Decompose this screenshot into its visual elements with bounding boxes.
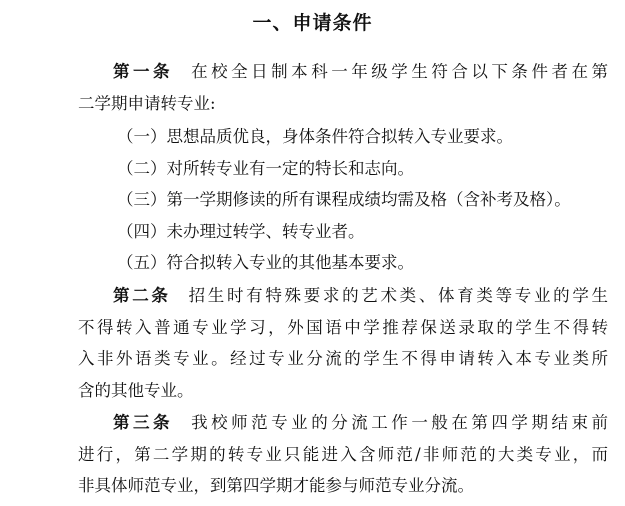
article-2-label: 第二条 xyxy=(113,286,171,305)
article-1-item-2: （二）对所转专业有一定的特长和志向。 xyxy=(117,159,414,178)
article-2-text-line-2: 不得转入普通专业学习，外国语中学推荐保送录取的学生不得转 xyxy=(78,318,608,337)
article-2-text-line-1: 招生时有特殊要求的艺术类、体育类等专业的学生 xyxy=(188,286,608,305)
article-3-first-line xyxy=(113,411,608,435)
article-1-text-line-1: 在校全日制本科一年级学生符合以下条件者在第 xyxy=(191,62,608,81)
article-1-first-line xyxy=(113,60,608,84)
article-3-text-line-1: 我校师范专业的分流工作一般在第四学期结束前 xyxy=(191,413,608,432)
article-3-text-line-3: 非具体师范专业，到第四学期才能参与师范专业分流。 xyxy=(78,476,474,495)
article-1-label: 第一条 xyxy=(113,62,174,81)
article-1-item-1: （一）思想品质优良，身体条件符合拟转入专业要求。 xyxy=(117,127,513,146)
article-1-item-3: （三）第一学期修读的所有课程成绩均需及格（含补考及格）。 xyxy=(117,190,571,209)
article-2-first-line xyxy=(113,284,608,308)
article-3-text-line-2: 进行，第二学期的转专业只能进入含师范/非师范的大类专业，而 xyxy=(78,445,608,464)
article-2-text-line-3: 入非外语类专业。经过专业分流的学生不得申请转入本专业类所 xyxy=(78,349,608,368)
article-1-text-line-2: 二学期申请转专业: xyxy=(78,94,216,113)
section-heading: 一、申请条件 xyxy=(252,12,373,34)
article-1-item-5: （五）符合拟转入专业的其他基本要求。 xyxy=(117,253,414,272)
article-2-text-line-4: 含的其他专业。 xyxy=(78,381,194,400)
article-3-label: 第三条 xyxy=(113,413,174,432)
article-1-item-4: （四）未办理过转学、转专业者。 xyxy=(117,222,365,241)
